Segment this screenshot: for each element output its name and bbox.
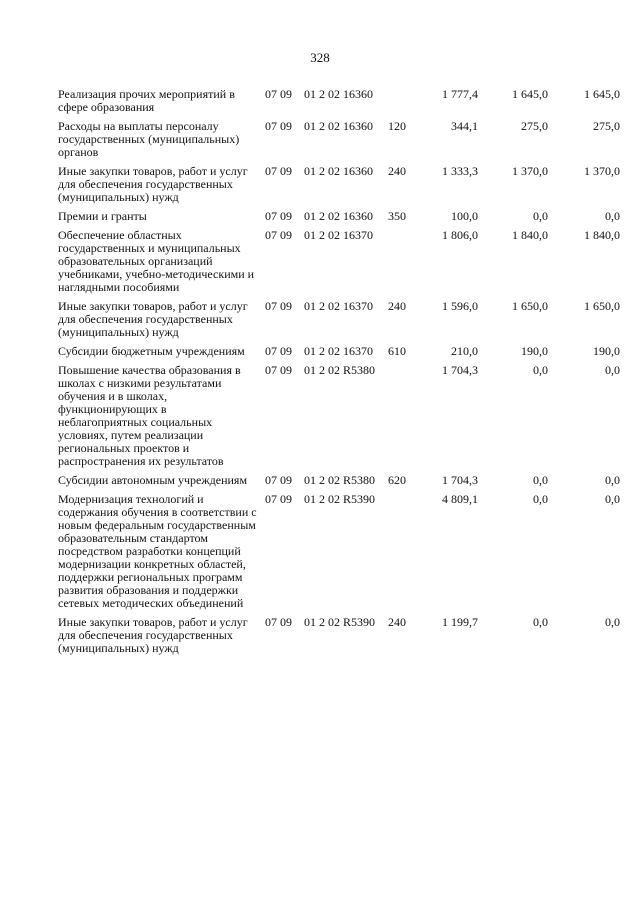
row-section: 07 09 [265,363,292,377]
table-row [58,165,624,204]
row-value-3: 190,0 [593,344,620,358]
row-value-1: 1 704,3 [442,363,478,377]
table-row [58,300,624,339]
row-kind: 240 [388,615,406,629]
row-section: 07 09 [265,344,292,358]
row-code: 01 2 02 R5380 [304,473,376,487]
row-name: Премии и гранты [58,209,147,223]
row-value-1: 344,1 [451,119,478,133]
table-row [58,493,624,610]
page-number: 328 [310,50,330,65]
row-value-3: 0,0 [605,492,620,506]
row-value-2: 0,0 [533,209,548,223]
row-section: 07 09 [265,119,292,133]
row-section: 07 09 [265,87,292,101]
row-name: Иные закупки товаров, работ и услуг для обеспечения государственных (муниципальных) нужд [58,299,248,339]
table-row [58,229,624,294]
row-value-2: 1 650,0 [512,299,548,313]
row-code: 01 2 02 16370 [304,344,373,358]
row-name: Иные закупки товаров, работ и услуг для обеспечения государственных (муниципальных) нужд [58,615,248,655]
row-value-3: 275,0 [593,119,620,133]
row-name: Обеспечение областных государственных и муниципальных образовательных организаций учебниками, учебно-методическими и наглядными пособиями [58,228,255,294]
row-section: 07 09 [265,228,292,242]
table-row [58,120,624,159]
row-code: 01 2 02 16370 [304,228,373,242]
row-value-3: 1 645,0 [584,87,620,101]
row-code: 01 2 02 16360 [304,164,373,178]
row-code: 01 2 02 16370 [304,299,373,313]
budget-table [58,88,624,655]
row-value-2: 275,0 [521,119,548,133]
table-row [58,474,624,487]
row-kind: 240 [388,164,406,178]
row-code: 01 2 02 16360 [304,87,373,101]
row-value-1: 1 333,3 [442,164,478,178]
row-code: 01 2 02 R5380 [304,363,376,377]
row-value-3: 1 650,0 [584,299,620,313]
row-code: 01 2 02 R5390 [304,615,376,629]
row-kind: 620 [388,473,406,487]
row-kind: 610 [388,344,406,358]
row-section: 07 09 [265,492,292,506]
row-value-2: 190,0 [521,344,548,358]
row-value-1: 1 199,7 [442,615,478,629]
row-value-1: 1 806,0 [442,228,478,242]
row-value-2: 0,0 [533,615,548,629]
row-value-1: 100,0 [451,209,478,223]
row-kind: 350 [388,209,406,223]
row-code: 01 2 02 16360 [304,119,373,133]
row-code: 01 2 02 R5390 [304,492,376,506]
row-value-1: 1 596,0 [442,299,478,313]
table-row [58,210,624,223]
row-name: Повышение качества образования в школах с низкими результатами обучения и в школах, функционирующих в неблагоприятных социальных условиях, путем реализации региональных проектов и распространения их результатов [58,363,241,468]
row-name: Иные закупки товаров, работ и услуг для обеспечения государственных (муниципальных) нужд [58,164,248,204]
row-value-2: 1 645,0 [512,87,548,101]
row-value-3: 1 840,0 [584,228,620,242]
table-row [58,88,624,114]
row-value-1: 1 777,4 [442,87,478,101]
row-value-3: 0,0 [605,615,620,629]
table-row [58,616,624,655]
row-name: Субсидии автономным учреждениям [58,473,248,487]
row-kind: 240 [388,299,406,313]
row-section: 07 09 [265,164,292,178]
row-name: Расходы на выплаты персоналу государственных (муниципальных) органов [58,119,240,159]
table-row [58,364,624,468]
row-value-2: 1 370,0 [512,164,548,178]
row-section: 07 09 [265,473,292,487]
row-value-2: 0,0 [533,473,548,487]
row-value-2: 1 840,0 [512,228,548,242]
row-value-3: 0,0 [605,209,620,223]
row-value-1: 4 809,1 [442,492,478,506]
row-value-2: 0,0 [533,492,548,506]
row-value-2: 0,0 [533,363,548,377]
row-value-3: 0,0 [605,473,620,487]
row-section: 07 09 [265,299,292,313]
row-value-1: 1 704,3 [442,473,478,487]
row-value-1: 210,0 [451,344,478,358]
row-name: Реализация прочих мероприятий в сфере образования [58,87,235,114]
row-name: Субсидии бюджетным учреждениям [58,344,245,358]
table-row [58,345,624,358]
row-section: 07 09 [265,615,292,629]
row-name: Модернизация технологий и содержания обучения в соответствии с новым федеральным государственным образовательным стандартом посредством разработки концепций модернизации конкретных областей, поддержки региональных программ развития образования и поддержки сетевых методических объединений [58,492,257,610]
row-value-3: 0,0 [605,363,620,377]
row-kind: 120 [388,119,406,133]
row-section: 07 09 [265,209,292,223]
row-code: 01 2 02 16360 [304,209,373,223]
row-value-3: 1 370,0 [584,164,620,178]
